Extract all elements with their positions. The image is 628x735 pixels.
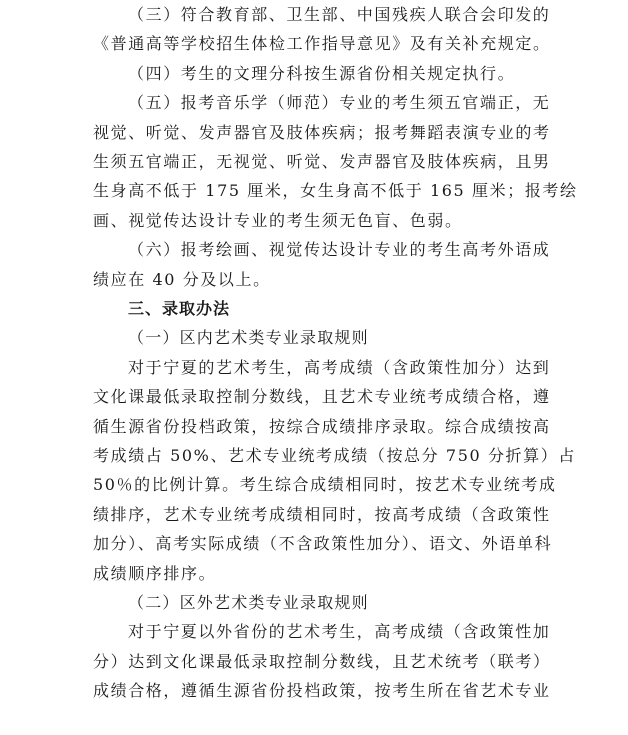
text-line: 生身高不低于 175 厘米，女生身高不低于 165 厘米；报考绘 — [93, 181, 578, 201]
text-line: 绩应在 40 分及以上。 — [93, 269, 271, 289]
text-line: 对于宁夏的艺术考生，高考成绩（含政策性加分）达到 — [128, 357, 551, 377]
subsection-heading: （一）区内艺术类专业录取规则 — [128, 328, 369, 348]
text-line: 对于宁夏以外省份的艺术考生，高考成绩（含政策性加 — [128, 622, 551, 642]
text-line: 绩排序，艺术专业统考成绩相同时，按高考成绩（含政策性 — [93, 504, 551, 524]
text-line: 加分）、高考实际成绩（不含政策性加分）、语文、外语单科 — [93, 534, 553, 554]
subsection-heading: （二）区外艺术类专业录取规则 — [128, 593, 369, 612]
text-line: （三）符合教育部、卫生部、中国残疾人联合会印发的 — [128, 5, 551, 24]
text-line: （五）报考音乐学（师范）专业的考生须五官端正，无 — [128, 93, 551, 113]
text-line: 文化课最低录取控制分数线，且艺术专业统考成绩合格，遵 — [93, 387, 551, 407]
text-line: 成绩合格，遵循生源省份投档政策，按考生所在省艺术专业 — [93, 681, 551, 701]
text-line: 考成绩占 50%、艺术专业统考成绩（按总分 750 分折算）占 — [93, 446, 576, 465]
text-line: 循生源省份投档政策，按综合成绩排序录取。综合成绩按高 — [93, 416, 551, 436]
text-line: 视觉、听觉、发声器官及肢体疾病；报考舞蹈表演专业的考 — [93, 122, 551, 142]
text-line: 成绩顺序排序。 — [93, 563, 217, 583]
text-line: （六）报考绘画、视觉传达设计专业的考生高考外语成 — [128, 240, 551, 260]
text-line: 《普通高等学校招生体检工作指导意见》及有关补充规定。 — [93, 34, 551, 54]
text-line: 生须五官端正，无视觉、听觉、发声器官及肢体疾病，且男 — [93, 152, 551, 171]
section-heading: 三、录取办法 — [128, 299, 231, 318]
text-line: 50％的比例计算。考生综合成绩相同时，按艺术专业统考成 — [93, 475, 557, 495]
text-line: （四）考生的文理分科按生源省份相关规定执行。 — [128, 63, 516, 83]
text-line: 分）达到文化课最低录取控制分数线，且艺术统考（联考） — [93, 651, 551, 671]
text-line: 画、视觉传达设计专业的考生须无色盲、色弱。 — [93, 210, 463, 230]
